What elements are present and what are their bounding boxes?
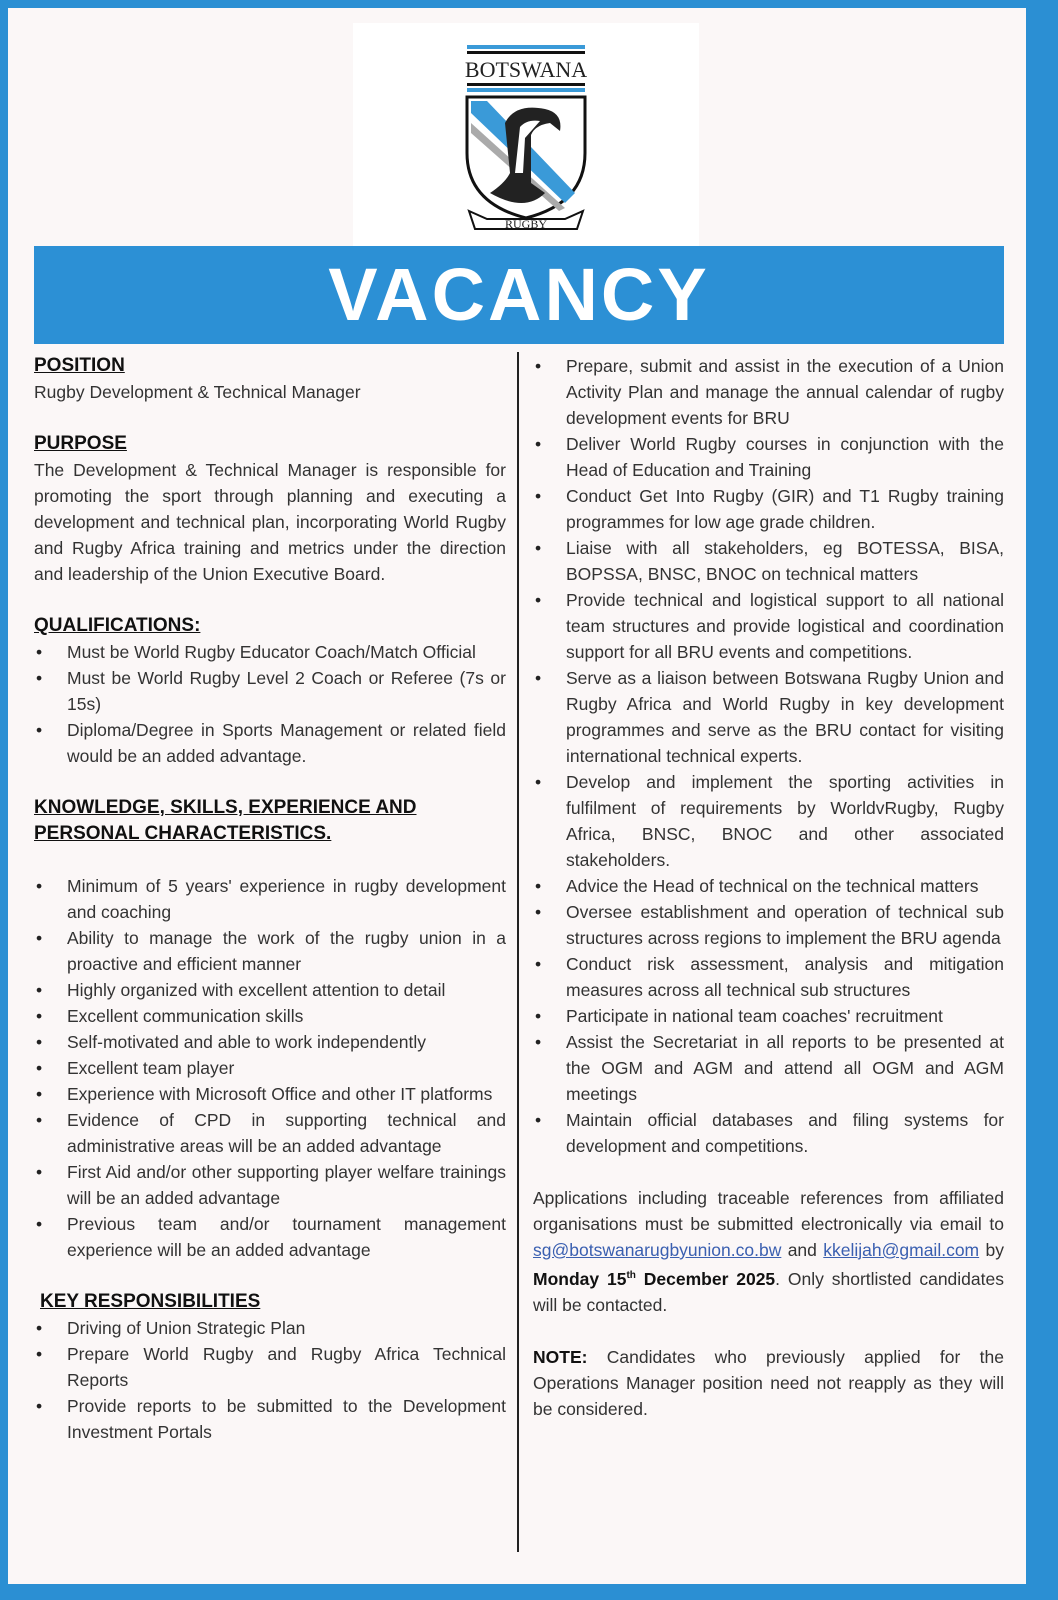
list-item: • Oversee establishment and operation of technical sub structures across regions to implement the BRU agenda [533, 899, 1004, 951]
purpose-text: The Development & Technical Manager is responsible for promoting the sport through planning and executing a development and technical plan, incorporating World Rugby and Rugby Africa training and metrics under the direction and leadership of the Union Executive Board. [34, 460, 506, 584]
qualifications-heading: QUALIFICATIONS: [34, 615, 201, 636]
list-item: • Minimum of 5 years' experience in rugby development and coaching [34, 873, 506, 925]
list-item: • Prepare, submit and assist in the execution of a Union Activity Plan and manage the annual calendar of rugby development events for BRU [533, 353, 1004, 431]
list-item: • Advice the Head of technical on the technical matters [533, 873, 1004, 899]
list-item: • Conduct Get Into Rugby (GIR) and T1 Rugby training programmes for low age grade children. [533, 483, 1004, 535]
list-item: • Previous team and/or tournament management experience will be an added advantage [34, 1211, 506, 1263]
vacancy-banner: VACANCY [34, 246, 1004, 344]
left-column [34, 353, 506, 1445]
list-item: • Experience with Microsoft Office and other IT platforms [34, 1081, 506, 1107]
botswana-rugby-logo [465, 43, 587, 233]
list-item: • Deliver World Rugby courses in conjunction with the Head of Education and Training [533, 431, 1004, 483]
logo-top-text: BOTSWANA [465, 57, 587, 82]
list-item: • First Aid and/or other supporting player welfare trainings will be an added advantage [34, 1159, 506, 1211]
responsibilities-list-left [34, 1315, 506, 1445]
responsibilities-heading: KEY RESPONSIBILITIES [40, 1291, 261, 1312]
note-text: NOTE: Candidates who previously applied for the Operations Manager position need not reapply as they will be considered. [533, 1346, 1004, 1419]
list-item: • Must be World Rugby Educator Coach/Match Official [34, 639, 506, 665]
list-item: • Ability to manage the work of the rugby union in a proactive and efficient manner [34, 925, 506, 977]
logo-container [353, 23, 699, 249]
knowledge-heading: KNOWLEDGE, SKILLS, EXPERIENCE AND PERSONAL CHARACTERISTICS. [34, 797, 417, 844]
list-item: • Prepare World Rugby and Rugby Africa Technical Reports [34, 1341, 506, 1393]
list-item: • Diploma/Degree in Sports Management or related field would be an added advantage. [34, 717, 506, 769]
column-divider [517, 352, 519, 1552]
list-item: • Serve as a liaison between Botswana Rugby Union and Rugby Africa and World Rugby in key development programmes and serve as the BRU contact for visiting international technical experts. [533, 665, 1004, 769]
position-heading: POSITION [34, 355, 125, 376]
deadline: Monday 15th December 2025 [533, 1268, 776, 1289]
note-label: NOTE: [533, 1346, 588, 1367]
list-item: • Excellent team player [34, 1055, 506, 1081]
list-item: • Provide technical and logistical support to all national team structures and provide logistical and coordination support for all BRU events and competitions. [533, 587, 1004, 665]
purpose-heading: PURPOSE [34, 433, 127, 454]
applications-text: Applications including traceable references from affiliated organisations must be submitted electronically via email to sg@botswanarugbyunion.co.bw and kkelijah@gmail.com by Monday 15th December 2025. Only shortlisted candidates will be contacted. [533, 1188, 1004, 1315]
email-link-kkelijah[interactable]: kkelijah@gmail.com [823, 1240, 980, 1260]
list-item: • Excellent communication skills [34, 1003, 506, 1029]
list-item: • Provide reports to be submitted to the Development Investment Portals [34, 1393, 506, 1445]
list-item: • Maintain official databases and filing systems for development and competitions. [533, 1107, 1004, 1159]
list-item: • Liaise with all stakeholders, eg BOTESSA, BISA, BOPSSA, BNSC, BNOC on technical matters [533, 535, 1004, 587]
list-item: • Evidence of CPD in supporting technical and administrative areas will be an added advantage [34, 1107, 506, 1159]
list-item: • Assist the Secretariat in all reports to be presented at the OGM and AGM and attend all OGM and AGM meetings [533, 1029, 1004, 1107]
right-column [533, 353, 1004, 1422]
list-item: • Conduct risk assessment, analysis and mitigation measures across all technical sub structures [533, 951, 1004, 1003]
logo-bottom-text: RUGBY [504, 217, 548, 231]
list-item: • Highly organized with excellent attention to detail [34, 977, 506, 1003]
list-item: • Self-motivated and able to work independently [34, 1029, 506, 1055]
list-item: • Driving of Union Strategic Plan [34, 1315, 506, 1341]
position-title: Rugby Development & Technical Manager [34, 382, 361, 402]
list-item: • Develop and implement the sporting activities in fulfilment of requirements by WorldvRugby, Rugby Africa, BNSC, BNOC and other associated stakeholders. [533, 769, 1004, 873]
list-item: • Must be World Rugby Level 2 Coach or Referee (7s or 15s) [34, 665, 506, 717]
responsibilities-list-right [533, 353, 1004, 1159]
list-item: • Participate in national team coaches' recruitment [533, 1003, 1004, 1029]
email-link-sg[interactable]: sg@botswanarugbyunion.co.bw [533, 1240, 782, 1260]
qualifications-list [34, 639, 506, 769]
knowledge-list [34, 873, 506, 1263]
